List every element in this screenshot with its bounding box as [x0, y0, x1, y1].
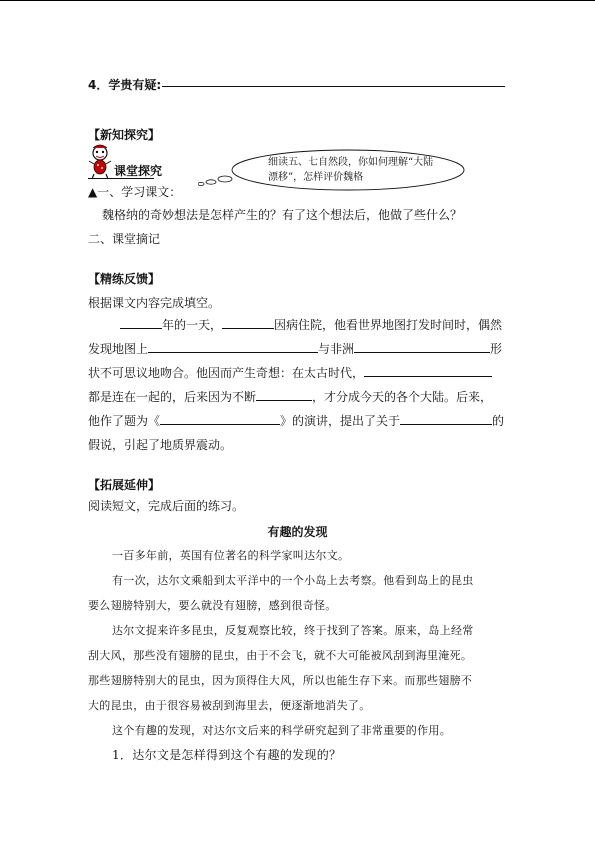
story-title: 有趣的发现: [267, 525, 328, 539]
blank-person[interactable]: [222, 316, 274, 329]
fill-text: 形: [490, 342, 503, 356]
blank-continent[interactable]: [148, 340, 318, 353]
section-class-explore: 课堂探究: [114, 164, 163, 178]
fill-text: 状不可思议地吻合。他因而产生奇想：在太古时代，: [88, 366, 365, 380]
fill-text: 发现地图上: [88, 342, 149, 356]
extend-instruction: 阅读短文，完成后面的练习。: [88, 499, 245, 513]
story-body: [88, 543, 508, 768]
fill-blank-paragraph: [88, 313, 508, 457]
fill-line-3: [88, 361, 508, 385]
thought-bubble-text: 细读五、七自然段，你如何理解“大陆漂移”，怎样评价魏格: [268, 157, 434, 183]
story-paragraph-3-line-1: 达尔文捉来许多昆虫，反复观察比较，终于找到了答案。原来，岛上经常: [112, 624, 474, 637]
blank-year[interactable]: [120, 316, 162, 329]
fill-text: ，才分成今天的各个大陆。后来，: [312, 390, 493, 404]
fill-text: 的: [492, 414, 505, 428]
fill-text: 都是连在一起的，后来因为不断: [88, 390, 257, 404]
story-question-1: 1．达尔文是怎样得到这个有趣的发现的？: [112, 748, 342, 762]
practice-instruction: 根据课文内容完成填空。: [88, 296, 221, 310]
study-item-1: ▲一、学习课文：: [88, 185, 182, 199]
page-top-border: [0, 0, 595, 1]
fill-text: 他作了题为《: [88, 414, 161, 428]
fill-line-6: 假说，引起了地质界震动。: [88, 438, 233, 452]
fill-text: 与非洲: [318, 342, 355, 356]
section-practice: 【精练反馈】: [88, 272, 161, 286]
section-extend: 【拓展延伸】: [88, 478, 161, 492]
story-paragraph-2-line-2: 要么翅膀特别大，要么就没有翅膀，感到很奇怪。: [88, 599, 337, 612]
study-question: 魏格纳的奇妙想法是怎样产生的？有了这个想法后，他做了些什么？: [102, 208, 463, 222]
blank-hypothesis[interactable]: [400, 412, 492, 425]
story-paragraph-3-line-3: 那些翅膀特别大的昆虫，因为顶得住大风，所以也能生存下来。而那些翅膀不: [88, 674, 473, 687]
fill-line-5: [88, 409, 508, 433]
question-4-label: 4．学贵有疑:: [88, 78, 162, 92]
section-new-knowledge: 【新知探究】: [88, 128, 161, 142]
class-explore-underline: [88, 178, 154, 179]
story-paragraph-4: 这个有趣的发现，对达尔文后来的科学研究起到了非常重要的作用。: [112, 724, 451, 737]
blank-lecture-title[interactable]: [160, 412, 280, 425]
blank-africa-coast[interactable]: [354, 340, 490, 353]
fill-text: 》的演讲，提出了关于: [280, 414, 401, 428]
story-paragraph-1: 一百多年前，英国有位著名的科学家叫达尔文。: [112, 549, 350, 562]
fill-line-2: [88, 337, 508, 361]
fill-text: 年的一天，: [162, 318, 223, 332]
blank-drift[interactable]: [256, 388, 312, 401]
study-item-2: 二、课堂摘记: [88, 232, 161, 246]
question-4-answer-line[interactable]: [162, 86, 505, 87]
story-paragraph-3-line-2: 刮大风，那些没有翅膀的昆虫，由于不会飞，就不大可能被风刮到海里淹死。: [88, 649, 473, 662]
blank-ancient[interactable]: [364, 364, 492, 377]
question-4: [88, 76, 161, 93]
mascot-icon: [86, 144, 114, 180]
story-paragraph-3-line-4: 大的昆虫，由于很容易被刮到海里去，便逐渐地消失了。: [88, 699, 371, 712]
story-paragraph-2-line-1: 有一次，达尔文乘船到太平洋中的一个小岛上去考察。他看到岛上的昆虫: [112, 574, 474, 587]
fill-line-4: [88, 385, 508, 409]
fill-text: 因病住院，他看世界地图打发时间时，偶然: [274, 318, 503, 332]
fill-line-1: [88, 313, 508, 337]
